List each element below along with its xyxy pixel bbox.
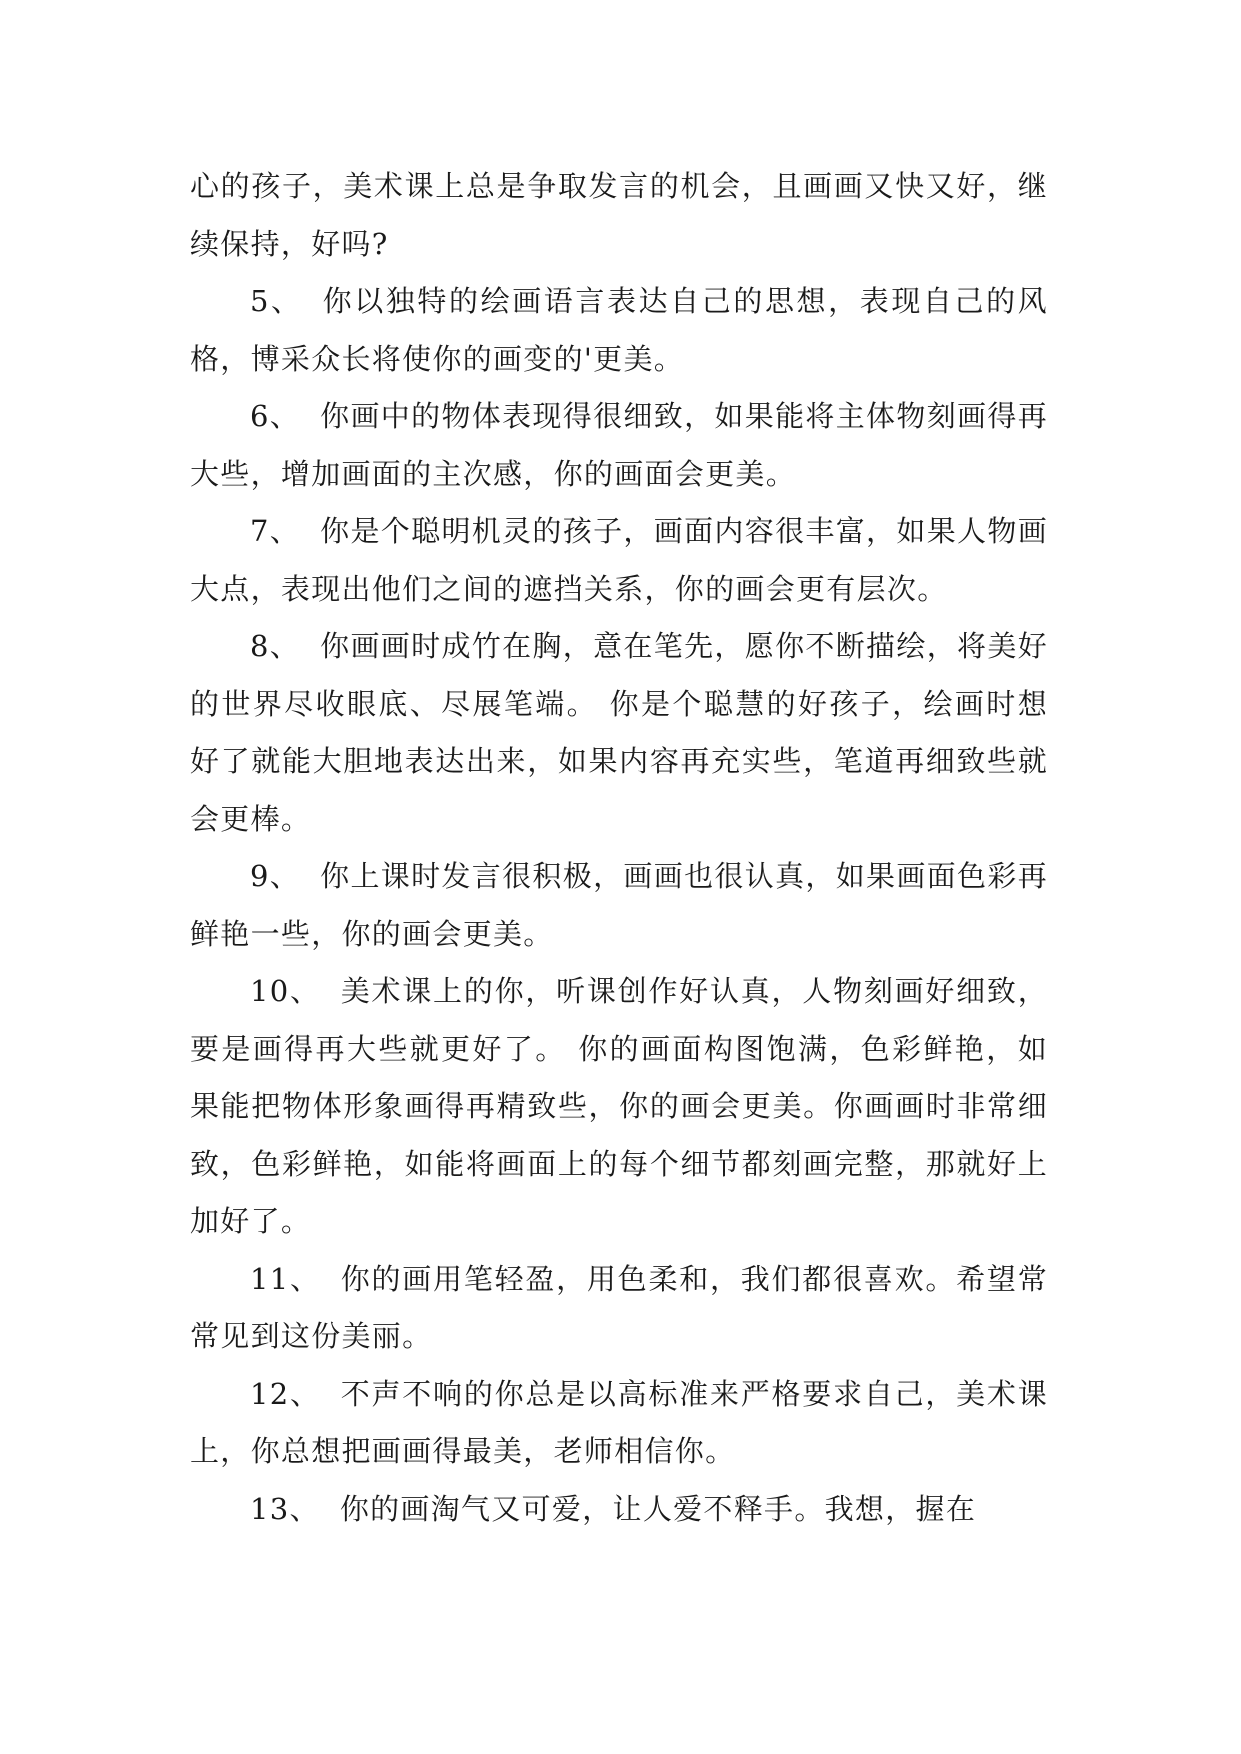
paragraph-5 bbox=[190, 273, 1048, 388]
paragraph-text: 不声不响的你总是以高标准来严格要求自己，美术课上，你总想把画画得最美，老师相信你。 bbox=[190, 1376, 1048, 1468]
paragraph-12 bbox=[190, 1366, 1048, 1481]
paragraph-10 bbox=[190, 963, 1048, 1251]
paragraph-number: 7、 bbox=[250, 514, 301, 548]
paragraph-text: 你以独特的绘画语言表达自己的思想，表现自己的风格，博采众长将使你的画变的'更美。 bbox=[190, 284, 1048, 376]
paragraph-number: 11、 bbox=[250, 1261, 321, 1296]
paragraph-number: 12、 bbox=[250, 1376, 321, 1411]
paragraph-text: 美术课上的你，听课创作好认真，人物刻画好细致，要是画得再大些就更好了。 你的画面构图饱满，色彩鲜艳，如果能把物体形象画得再精致些，你的画会更美。你画画时非常细致，色彩鲜艳，如能将画面上的每个细节都刻画完整，那就好上加好了。 bbox=[190, 974, 1048, 1238]
paragraph-number: 6、 bbox=[250, 399, 301, 433]
paragraph-text: 你的画用笔轻盈，用色柔和，我们都很喜欢。希望常常见到这份美丽。 bbox=[190, 1261, 1048, 1353]
paragraph-9 bbox=[190, 848, 1048, 963]
paragraph-number: 9、 bbox=[250, 859, 301, 893]
paragraph-number: 13、 bbox=[250, 1491, 320, 1526]
paragraph-text: 你画中的物体表现得很细致，如果能将主体物刻画得再大些，增加画面的主次感，你的画面会更美。 bbox=[190, 399, 1049, 491]
paragraph-11 bbox=[190, 1251, 1048, 1366]
paragraph-text: 你上课时发言很积极，画画也很认真，如果画面色彩再鲜艳一些，你的画会更美。 bbox=[190, 859, 1049, 951]
paragraph-13 bbox=[190, 1481, 1048, 1539]
paragraph-7 bbox=[190, 503, 1048, 618]
paragraph-8 bbox=[190, 618, 1048, 848]
paragraph-number: 8、 bbox=[250, 629, 301, 663]
paragraph-number: 10、 bbox=[250, 974, 321, 1008]
paragraph-continued bbox=[190, 158, 1048, 273]
paragraph-text: 你的画淘气又可爱，让人爱不释手。我想，握在 bbox=[339, 1491, 977, 1526]
paragraph-6 bbox=[190, 388, 1048, 503]
paragraph-number: 5、 bbox=[250, 284, 303, 318]
paragraph-text: 心的孩子，美术课上总是争取发言的机会，且画画又快又好，继续保持，好吗? bbox=[190, 169, 1048, 261]
document-page bbox=[190, 158, 1048, 1538]
paragraph-text: 你是个聪明机灵的孩子，画面内容很丰富，如果人物画大点，表现出他们之间的遮挡关系，你的画会更有层次。 bbox=[190, 514, 1049, 606]
paragraph-text: 你画画时成竹在胸，意在笔先，愿你不断描绘，将美好的世界尽收眼底、尽展笔端。 你是个聪慧的好孩子，绘画时想好了就能大胆地表达出来，如果内容再充实些，笔道再细致些就会更棒。 bbox=[190, 629, 1049, 836]
